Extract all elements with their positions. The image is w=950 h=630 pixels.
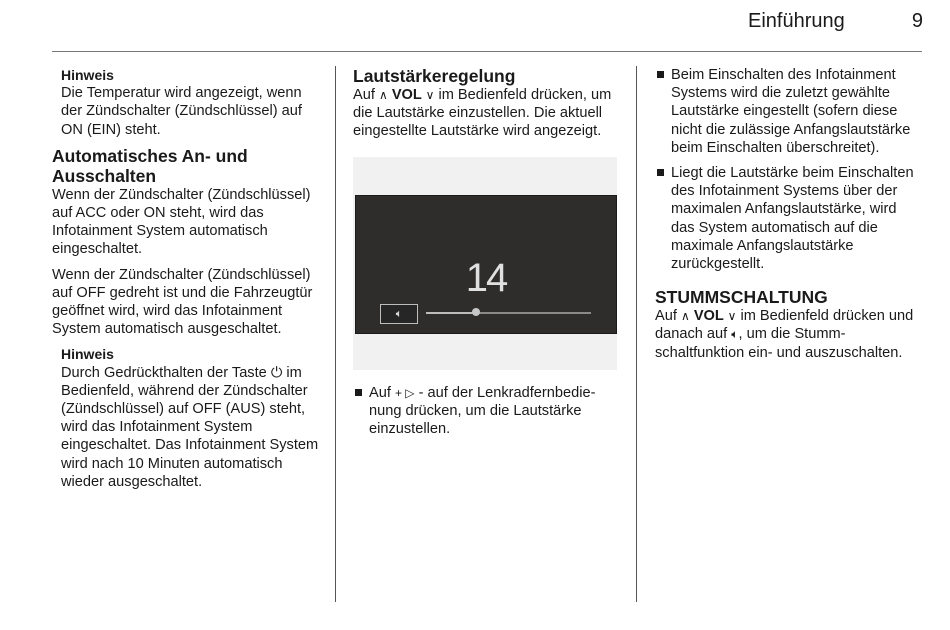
volume-slider-track	[426, 312, 591, 314]
volume-value: 14	[465, 255, 507, 300]
paragraph-auto-off: Wenn der Zündschalter (Zündschlüssel) auf OFF gedreht ist und die Fahrzeugtür geöffnet wird, wird das Infotainment System automatisch ausgeschaltet.	[52, 266, 313, 338]
note-temperature	[52, 66, 320, 139]
note-text: Durch Gedrückthalten der Taste ⏻ im Bedienfeld, während der Zündschalter (Zündschlüssel) auf OFF (AUS) steht, wird das Infotainment System eingeschaltet. Das Infotainment System wird nach 10 Minuten automatisch wieder ausgeschaltet.	[61, 364, 319, 490]
bullet-square-icon	[657, 71, 664, 78]
note-text: Die Temperatur wird angezeigt, wenn der Zündschalter (Zündschlüssel) auf ON (EIN) steht.	[61, 85, 302, 138]
arrow-down-icon: ∨	[727, 309, 737, 324]
list-item-steering-wheel: Auf + ▷ - auf der Lenkradfernbedienung drücken, um die Lautstärke einzustellen.	[353, 384, 621, 439]
paragraph-volume: Auf ∧ VOL ∨ im Bedienfeld drücken, um die Lautstärke einzustellen. Die aktuell eingestellte Lautstärke wird angezeigt.	[353, 87, 612, 140]
bullet-square-icon	[355, 389, 362, 396]
mute-icon: 🔈︎	[731, 327, 739, 342]
list-item-start-volume: Beim Einschalten des Infotainment Systems wird die zuletzt gewählte Lautstärke eingestellt (sofern diese nicht die zulässige Anfangslautstärke beim Einschalten überschreitet).	[655, 66, 923, 157]
note-title: Hinweis	[61, 346, 114, 363]
bullet-square-icon	[657, 169, 664, 176]
note-title: Hinweis	[61, 67, 114, 83]
paragraph-mute: Auf ∧ VOL ∨ im Bedienfeld drücken und danach auf 🔈︎, um die Stummschaltfunktion ein- und auszuschalten.	[655, 308, 914, 361]
column-divider-1	[335, 66, 336, 602]
section-heading-auto-onoff: Automatisches An- und Ausschalten	[52, 145, 248, 186]
note-power-button	[52, 345, 320, 491]
arrow-down-icon: ∨	[425, 88, 435, 102]
volume-display-figure	[353, 157, 617, 370]
speaker-icon: 🔈︎	[380, 304, 418, 324]
page-header	[0, 0, 950, 52]
chapter-title: Einführung	[748, 10, 845, 32]
section-heading-volume: Lautstärkeregelung	[353, 66, 516, 86]
header-divider	[52, 51, 922, 52]
arrow-up-icon: ∧	[378, 88, 388, 102]
volume-slider-knob	[472, 308, 480, 316]
column-2	[353, 66, 621, 438]
infotainment-screen	[355, 195, 617, 334]
column-divider-2	[636, 66, 637, 602]
page-number: 9	[911, 10, 923, 32]
arrow-up-icon: ∧	[680, 309, 690, 324]
list-item-max-volume: Liegt die Lautstärke beim Einschalten des Infotainment Systems über der maximalen Anfangslautstärke, wird das System automatisch auf die maximale Anfangslautstärke zurückgestellt.	[655, 164, 923, 273]
volume-slider-fill	[426, 312, 476, 314]
volume-plus-icon: + ▷	[394, 385, 415, 400]
paragraph-auto-on: Wenn der Zündschalter (Zündschlüssel) auf ACC oder ON steht, wird das Infotainment System automatisch eingeschaltet.	[52, 186, 311, 258]
column-1	[52, 66, 320, 491]
section-heading-mute: STUMMSCHALTUNG	[655, 287, 828, 308]
column-3	[655, 66, 923, 362]
power-icon: ⏻	[270, 364, 283, 381]
